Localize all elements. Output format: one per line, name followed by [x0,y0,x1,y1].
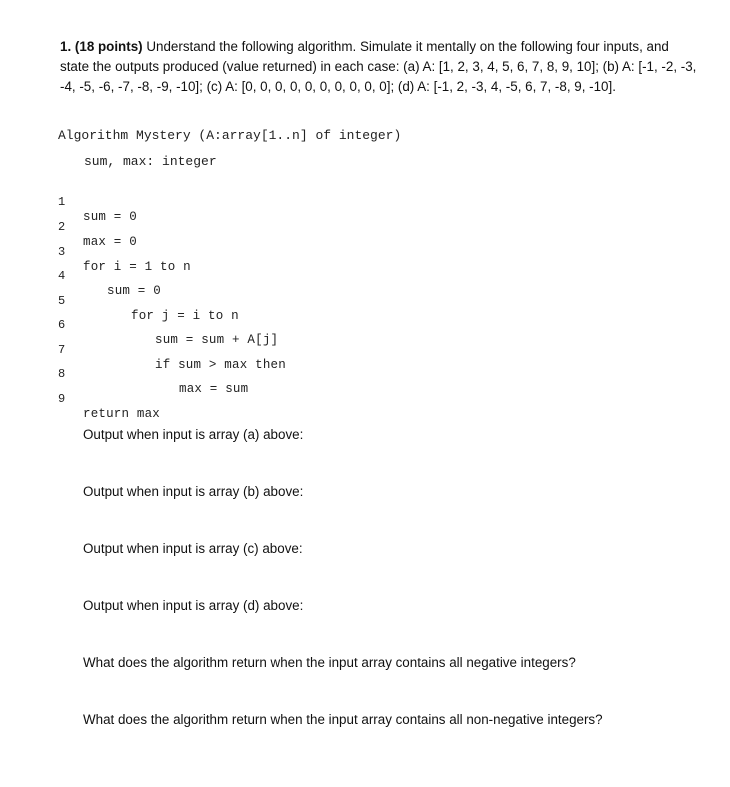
line-code: sum = 0 [83,210,137,224]
prompt-all-non-negative: What does the algorithm return when the input array contains all non-negative integers? [83,712,603,727]
code-line-1 [58,180,658,224]
line-number: 9 [58,392,66,406]
code-line-6 [58,303,658,347]
line-code: for j = i to n [131,309,239,323]
line-number: 4 [58,269,66,283]
line-number: 7 [58,343,66,357]
prompt-all-negative: What does the algorithm return when the input array contains all negative integers? [83,655,576,670]
line-code: for i = 1 to n [83,260,191,274]
prompt-output-b: Output when input is array (b) above: [83,484,304,499]
line-code: max = 0 [83,235,137,249]
line-number: 2 [58,220,66,234]
question-paragraph [60,37,700,97]
line-code: max = sum [179,382,249,396]
question-points: (18 points) [74,39,143,54]
question-number: 1. [60,39,72,54]
line-number: 8 [58,367,66,381]
question-text: Understand the following algorithm. Simulate it mentally on the following four inputs, and state the outputs produced (value returned) in each case: (a) A: [1, 2, 3, 4, 5, 6, 7, 8, 9, 10]; (b) A: [-1, -2, -3, -4, -5, -6, -7, -8, -9, -10]; (c) A: [0, 0, 0, 0, 0, 0, 0, 0, 0, 0]; (d) A: [-1, 2, -3, 4, -5, 6, 7, -8, 9, -10]. [60,39,697,94]
line-code: if sum > max then [155,358,286,372]
prompt-output-c: Output when input is array (c) above: [83,541,303,556]
code-line-9 [58,377,658,421]
algorithm-header: Algorithm Mystery (A:array[1..n] of integer) [58,128,402,143]
code-line-7 [58,328,658,372]
line-number: 3 [58,245,66,259]
line-code: sum = 0 [107,284,161,298]
line-number: 1 [58,195,66,209]
algorithm-declaration: sum, max: integer [84,154,217,169]
prompt-output-a: Output when input is array (a) above: [83,427,304,442]
code-line-8 [58,352,658,396]
line-number: 5 [58,294,66,308]
code-line-5 [58,279,658,323]
code-line-2 [58,205,658,249]
code-line-4 [58,254,658,298]
line-code: sum = sum + A[j] [155,333,279,347]
prompt-output-d: Output when input is array (d) above: [83,598,304,613]
line-number: 6 [58,318,66,332]
line-code: return max [83,407,161,421]
code-line-3 [58,230,658,274]
